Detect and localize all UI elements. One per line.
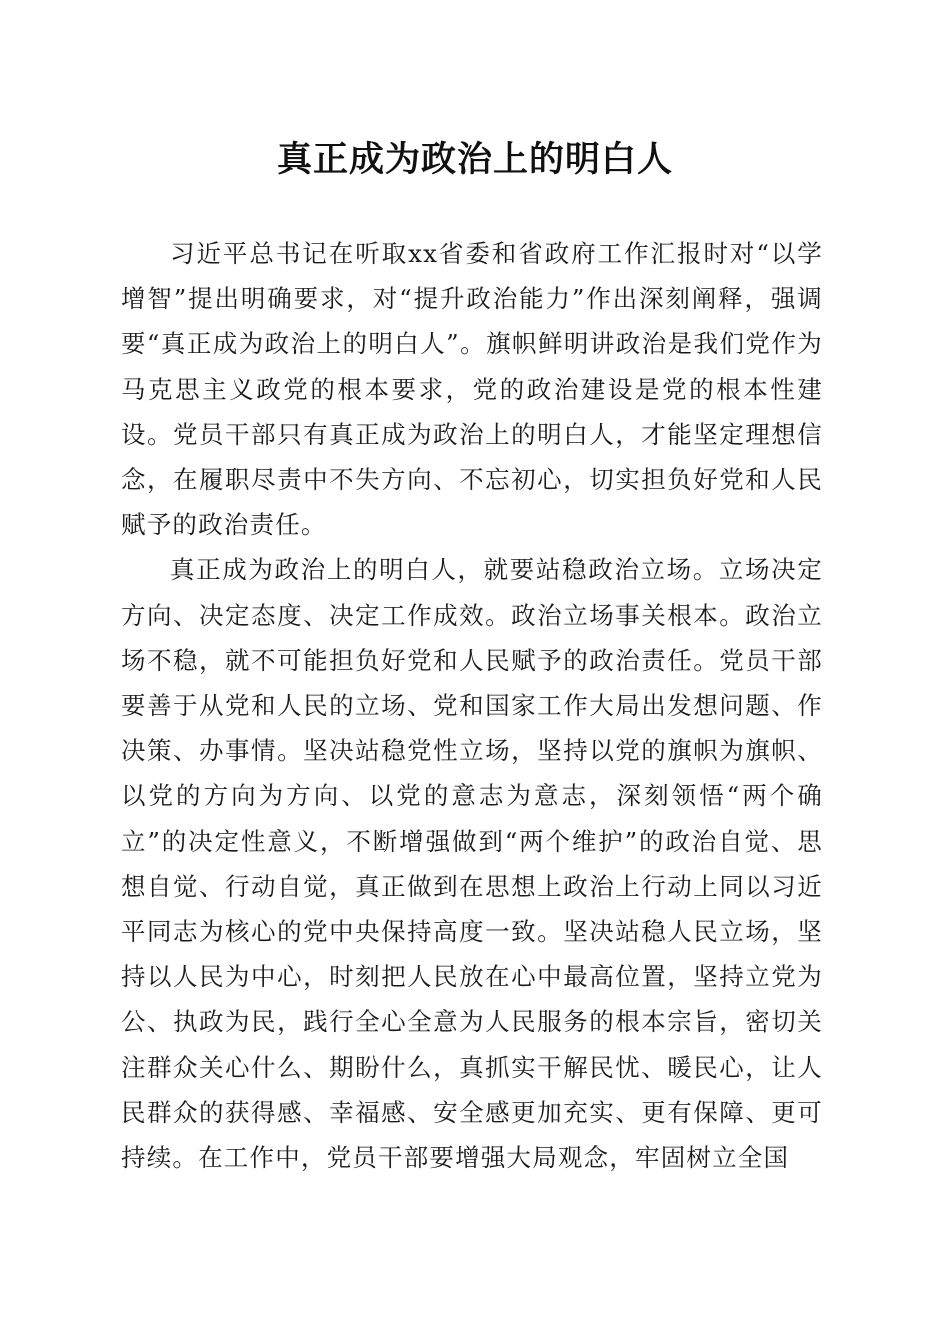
document-title: 真正成为政治上的明白人 [276, 139, 673, 180]
document-body [121, 231, 823, 1180]
paragraph: 真正成为政治上的明白人，就要站稳政治立场。立场决定方向、决定态度、决定工作成效。政治立场事关根本。政治立场不稳，就不可能担负好党和人民赋予的政治责任。党员干部要善于从党和人民的立场、党和国家工作大局出发想问题、作决策、办事情。坚决站稳党性立场，坚持以党的旗帜为旗帜、以党的方向为方向、以党的意志为意志，深刻领悟“两个确立”的决定性意义，不断增强做到“两个维护”的政治自觉、思想自觉、行动自觉，真正做到在思想上政治上行动上同以习近平同志为核心的党中央保持高度一致。坚决站稳人民立场，坚持以人民为中心，时刻把人民放在心中最高位置，坚持立党为公、执政为民，践行全心全意为人民服务的根本宗旨，密切关注群众关心什么、期盼什么，真抓实干解民忧、暖民心，让人民群众的获得感、幸福感、安全感更加充实、更有保障、更可持续。在工作中，党员干部要增强大局观念，牢固树立全国 [121, 555, 823, 1173]
paragraph: 习近平总书记在听取xx省委和省政府工作汇报时对“以学增智”提出明确要求，对“提升政治能力”作出深刻阐释，强调要“真正成为政治上的明白人”。旗帜鲜明讲政治是我们党作为马克思主义政党的根本要求，党的政治建设是党的根本性建设。党员干部只有真正成为政治上的明白人，才能坚定理想信念，在履职尽责中不失方向、不忘初心，切实担负好党和人民赋予的政治责任。 [121, 239, 823, 540]
